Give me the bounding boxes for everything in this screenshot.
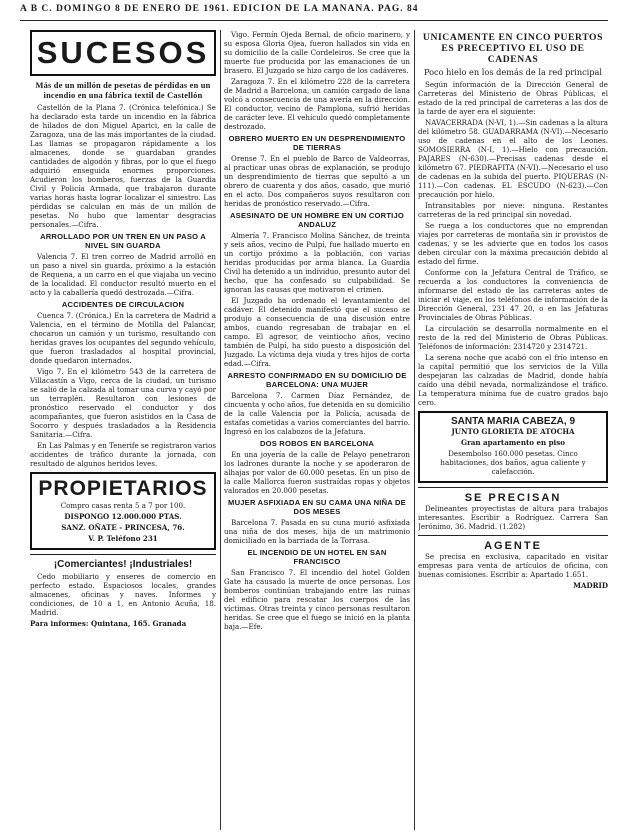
article-paragraph: Vigo. Fermín Ojeda Bernal, de oficio marinero, y su esposa Gloria Ojea, fueron hallados sin vida en su domicilio de la calle Cordeleiros. Se cree que la muerte fue producida por las emanaciones de un brasero. El Juzgado se hizo cargo de los cadáveres. [224, 30, 410, 75]
column-divider [414, 30, 415, 830]
column-divider [220, 30, 221, 830]
headline: UNICAMENTE EN CINCO PUERTOS ES PRECEPTIVO EL USO DE CADENAS [422, 32, 604, 65]
headline: OBRERO MUERTO EN UN DESPRENDIMIENTO DE TIERRAS [228, 134, 406, 152]
article-paragraph: Zaragoza 7. En el kilómetro 228 de la carretera de Madrid a Barcelona, un camión cargado de lana volcó a consecuencia de una avería en la dirección. El conductor, vecino de Pamplona, sufrió heridas de carácter leve. El vehículo quedó completamente destrozado. [224, 77, 410, 131]
headline: Más de un millón de pesetas de pérdidas en un incendio en una fábrica textil de Castellón [35, 81, 211, 100]
article-paragraph: Vigo 7. En el kilómetro 543 de la carretera de Villacastín a Vigo, cerca de la ciudad, un turismo se salió de la calzada al tomar una curva y cayó por un terraplén. Resultaron con lesiones de pronóstico reservado el conductor y dos acompañantes, que fueron asistidos en la Casa de Socorro y después trasladados a la Residencia Sanitaria.—Cifra. [30, 367, 216, 439]
article-paragraph: El Juzgado ha ordenado el levantamiento del cadáver. El detenido manifestó que el suceso se produjo a consecuencia de una discusión entre ambos, cuando regresaban de trabajar en el campo. El agresor, de veintiocho años, vecino también de Pulpí, ha sido puesto a disposición del Juzgado. La víctima deja viuda y tres hijos de corta edad.—Cifra. [224, 296, 410, 368]
headline: MUJER ASFIXIADA EN SU CAMA UNA NIÑA DE DOS MESES [228, 498, 406, 516]
article-paragraph: Valencia 7. El tren correo de Madrid arrolló en un paso a nivel sin guarda, próximo a la estación de Requena, a un carro en el que viajaba un vecino de la localidad. El conductor resultó muerto en el acto y la caballería quedó destrozada.—Cifra. [30, 252, 216, 297]
ad-santa-maria-cabeza [418, 411, 608, 483]
article-paragraph: Castellón de la Plana 7. (Crónica telefónica.) Se ha declarado esta tarde un incendio en la fábrica de hilados de don Miguel Aparici, en la calle de Zaragoza, una de las más importantes de la ciudad. Las llamas se propagaron rápidamente a los almacenes, donde se guardaban grandes cantidades de algodón y fibras, por lo que el fuego adquirió enseguida enormes proporciones. Acudieron los bomberos, fuerzas de la Guardia Civil y Policía Armada, que trabajaron durante varias horas hasta lograr localizar el siniestro. Las pérdidas se calculan en más de un millón de pesetas. No hubo que lamentar desgracias personales.—Cifra. [30, 103, 216, 229]
section-title-sucesos: SUCESOS [30, 30, 216, 76]
ad-body: Desembolso 160.000 pesetas. Cinco habitaciones, dos baños, agua caliente y calefacción. [440, 449, 586, 476]
headline: ARRESTO CONFIRMADO EN SU DOMICILIO DE BARCELONA: UNA MUJER [227, 371, 407, 389]
article-paragraph: Cuenca 7. (Crónica.) En la carretera de Madrid a Valencia, en el término de Motilla del Palancar, chocaron un camión y un turismo, resultando con heridas graves los ocupantes del segundo vehículo, que fueron trasladados al hospital provincial, donde quedaron internados. [30, 311, 216, 365]
article-paragraph: Barcelona 7. Carmen Díaz Fernández, de cincuenta y ocho años, fue detenida en su domicilio de la calle Valencia por la Policía, acusada de estafas cometidas a varios comerciantes del barrio. Ingresó en los calabozos de la Jefatura. [224, 391, 410, 436]
ad-title: AGENTE [484, 540, 542, 552]
headline: ASESINATO DE UN HOMBRE EN UN CORTIJO ANDALUZ [230, 211, 404, 229]
column-2 [224, 30, 410, 832]
article-paragraph: Almería 7. Francisco Molina Sánchez, de treinta y seis años, vecino de Pulpí, fue hallado muerto en un cortijo próximo a la población, con varias heridas producidas por arma blanca. La Guardia Civil ha detenido a un individuo, presunto autor del hecho, que ha confesado su culpabilidad. Se ignoran las causas que motivaron el crimen. [224, 231, 410, 294]
article-paragraph: La serena noche que acabó con el frío intenso en la capital permitió que los servicios de la Villa despejaran las calzadas de Madrid, donde había caído una débil nevada, normalizándose el tráfico. La temperatura mínima fue de cuatro grados bajo cero. [418, 353, 608, 407]
article-paragraph: En una joyería de la calle de Pelayo penetraron los ladrones durante la noche y se apoderaron de alhajas por valor de 60.000 pesetas. En un piso de la calle Mallorca fueron sustraídas ropas y objetos valorados en 20.000 pesetas. [224, 450, 410, 495]
ad-propietarios [30, 472, 216, 550]
subheadline: Poco hielo en los demás de la red principal [423, 67, 603, 77]
column-3 [418, 30, 608, 832]
ad-title: ¡Comerciantes! ¡Industriales! [53, 559, 193, 570]
article-paragraph: Conforme con la Jefatura Central de Tráfico, se recuerda a los conductores la conveniencia de informarse del estado de las carreteras antes de iniciar el viaje, en los teléfonos de información de la Dirección General, 231 47 20, o en las Jefaturas Provinciales de Obras Públicas. [418, 268, 608, 322]
article-paragraph: Orense 7. En el pueblo de Barco de Valdeorras, al practicar unas obras de explanación, se produjo un desprendimiento de tierras que sepultó a un obrero de cuarenta y dos años, casado, que murió en el acto. Dos compañeros suyos resultaron con heridas de pronóstico reservado.—Cifra. [224, 154, 410, 208]
ad-line: JUNTO GLORIETA DE ATOCHA [451, 427, 575, 436]
ad-title: PROPIETARIOS [38, 477, 208, 500]
ad-title: SANTA MARIA CABEZA, 9 [450, 416, 576, 427]
ad-body: Se precisa en exclusiva, capacitado en visitar empresas para venta de artículos de oficina, con buenas comisiones. Escribir a: Apartado 1.651. [418, 552, 608, 579]
ad-line: V. P. Teléfono 231 [88, 534, 158, 543]
article-paragraph: Barcelona 7. Pasada en su cuna murió asfixiada una niña de dos meses, hija de un matrimonio domiciliado en la barriada de la Torrasa. [224, 518, 410, 545]
ad-line: Gran apartamento en piso [461, 438, 565, 447]
divider [418, 535, 608, 536]
ad-footer: Para informes: Quintana, 165. Granada [30, 619, 187, 628]
article-paragraph: Se ruega a los conductores que no emprendan viajes por carreteras de montaña sin ir provistos de cadenas, y se les advierte que en todos los casos deben circular con la máxima precaución debido al estado del firme. [418, 221, 608, 266]
article-paragraph: La circulación se desarrolla normalmente en el resto de la red del Ministerio de Obras Públicas. Teléfonos de información: 2314720 y 2314721. [418, 324, 608, 351]
ad-line: DISPONGO 12.000.000 PTAS. [64, 512, 182, 521]
divider [30, 554, 216, 555]
ad-body: Delineantes proyectistas de altura para trabajos interesantes. Escribir a Rodríguez. Carrera San Jerónimo, 36. Madrid. (1.282) [418, 504, 608, 531]
article-paragraph: San Francisco 7. El incendio del hotel Golden Gate ha causado la muerte de once personas. Los bomberos continúan trabajando entre las ruinas del edificio para rescatar los cuerpos de las víctimas. Otras treinta y cinco personas resultaron heridas. Se cree que el fuego se inició en la planta baja.—Efe. [224, 568, 410, 631]
divider [418, 487, 608, 488]
ad-line: Compro casas renta 5 a 7 por 100. [60, 501, 186, 510]
ad-body: Cedo mobiliario y enseres de comercio en perfecto estado. Espaciosos locales, grandes almacenes, oficinas y naves. Informes y condiciones, de 10 a 1, en Antonio Acuña, 18. Madrid. [30, 572, 216, 617]
headline: DOS ROBOS EN BARCELONA [259, 439, 375, 448]
ad-title: SE PRECISAN [464, 492, 562, 504]
headline: ACCIDENTES DE CIRCULACION [61, 300, 185, 309]
article-paragraph: NAVACERRADA (N-VI, 1).—Sin cadenas a la altura del kilómetro 58. GUADARRAMA (N-VI).—Necesario uso de cadenas en el alto de los Leones. SOMOSIERRA (N-I, 1).—Hielo con precaución. PAJARES (N-630).—Precisas cadenas desde el kilómetro 67. PIEDRAFITA (N-VI).—Necesario el uso de cadenas en la subida del puerto. PIQUERAS (N-111).—Con cadenas. EL ESCUDO (N-623).—Con precaución por hielo. [418, 118, 608, 199]
page-header: A B C. DOMINGO 8 DE ENERO DE 1961. EDICION DE LA MAÑANA. PAG. 84 [20, 4, 608, 21]
ad-footer: MADRID [573, 581, 608, 590]
article-paragraph: Según información de la Dirección General de Carreteras del Ministerio de Obras Públicas, el estado de la red principal de carreteras a las dos de la tarde de ayer era el siguiente: [418, 80, 608, 116]
article-paragraph: En Las Palmas y en Tenerife se registraron varios accidentes de tráfico durante la jornada, con resultado de algunos heridos leves. [30, 441, 216, 468]
column-1 [30, 30, 216, 832]
headline: EL INCENDIO DE UN HOTEL EN SAN FRANCISCO [247, 548, 387, 566]
ad-line: SANZ. OÑATE - PRINCESA, 76. [61, 523, 185, 532]
headline: ARROLLADO POR UN TREN EN UN PASO A NIVEL SIN GUARDA [40, 232, 206, 250]
article-paragraph: Intransitables por nieve: ninguna. Restantes carreteras de la red principal sin novedad. [418, 201, 608, 219]
